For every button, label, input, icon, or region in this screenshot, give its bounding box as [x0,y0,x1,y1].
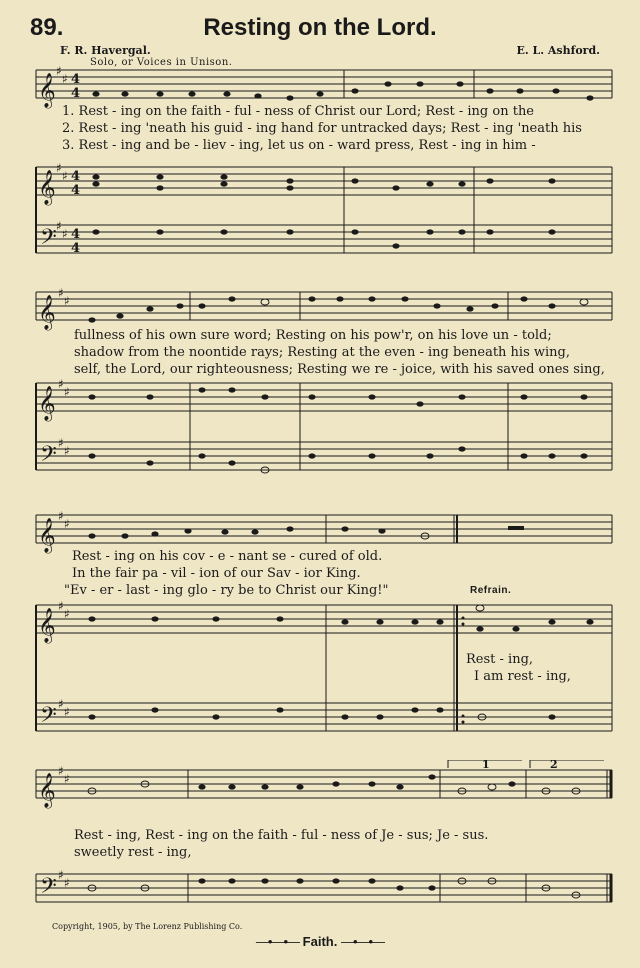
svg-text:𝄞: 𝄞 [38,170,56,205]
composer-credit: E. L. Ashford. [516,44,600,57]
svg-text:♯: ♯ [58,377,64,391]
first-ending-mark: 1 [482,758,490,771]
svg-text:4: 4 [71,86,81,101]
svg-text:4: 4 [71,241,81,256]
svg-text:♯: ♯ [58,286,64,300]
svg-text:𝄞: 𝄞 [38,73,56,108]
music-system-1 [0,60,640,280]
svg-text:♯: ♯ [64,876,70,890]
lyric-line-verse-2: shadow from the noontide rays; Resting at the even - ing beneath his wing, [74,345,570,360]
svg-text:♯: ♯ [62,72,68,86]
staff-notation [0,280,640,505]
svg-text:♯: ♯ [64,705,70,719]
svg-text:♯: ♯ [58,764,64,778]
svg-text:♯: ♯ [58,509,64,523]
category-label: Faith. [302,934,338,949]
second-ending-mark: 2 [550,758,558,771]
svg-text:𝄢: 𝄢 [40,703,57,733]
lyric-line-verse-1: 1. Rest - ing on the faith - ful - ness of Christ our Lord; Rest - ing on the [62,104,535,119]
lyric-line-refrain-2: sweetly rest - ing, [74,845,192,860]
lyric-line-verse-3: "Ev - er - last - ing glo - ry be to Christ our King!" [64,583,389,598]
svg-text:𝄢: 𝄢 [40,874,57,904]
svg-text:♯: ♯ [64,517,70,531]
footer [0,934,640,949]
svg-text:♯: ♯ [64,294,70,308]
svg-text:♯: ♯ [62,227,68,241]
svg-text:𝄞: 𝄞 [38,773,56,808]
music-system-2 [0,280,640,505]
music-system-4 [0,760,640,920]
svg-text:4: 4 [71,72,81,87]
lyric-line-verse-1: Rest - ing on his cov - e - nant se - cured of old. [72,549,383,564]
lyric-line-verse-2: In the fair pa - vil - ion of our Sav - ior King. [72,566,361,581]
refrain-label: Refrain. [470,585,512,596]
performance-note: Solo, or Voices in Unison. [90,57,233,68]
svg-text:♯: ♯ [62,169,68,183]
svg-text:𝄞: 𝄞 [38,518,56,553]
hymn-title: Resting on the Lord. [203,14,437,41]
ornament-right: —•—•— [340,934,385,949]
staff-notation [0,505,640,760]
svg-text:♯: ♯ [64,444,70,458]
lyric-line-verse-2: 2. Rest - ing 'neath his guid - ing hand for untracked days; Rest - ing 'neath his [62,121,582,136]
svg-text:♯: ♯ [58,868,64,882]
refrain-lyric-alto: I am rest - ing, [474,669,571,684]
svg-text:♯: ♯ [56,219,62,233]
svg-text:♯: ♯ [64,772,70,786]
svg-text:♯: ♯ [64,385,70,399]
svg-text:𝄞: 𝄞 [38,608,56,643]
lyric-line-verse-1: fullness of his own sure word; Resting on his pow'r, on his love un - told; [74,328,552,343]
svg-text:𝄢: 𝄢 [40,225,57,255]
svg-text:♯: ♯ [56,161,62,175]
svg-text:4: 4 [71,169,81,184]
staff-notation [0,60,640,280]
svg-text:♯: ♯ [58,697,64,711]
hymn-number: 89. [30,14,64,41]
svg-text:♯: ♯ [58,599,64,613]
author-credit: F. R. Havergal. [60,44,151,57]
svg-text:♯: ♯ [56,64,62,78]
lyric-line-refrain-1: Rest - ing, Rest - ing on the faith - ful - ness of Je - sus; Je - sus. [74,828,489,843]
svg-text:𝄢: 𝄢 [40,442,57,472]
refrain-lyric-soprano: Rest - ing, [466,652,534,667]
copyright-note: Copyright, 1905, by The Lorenz Publishing Co. [52,922,243,931]
ornament-left: —•—•— [255,934,300,949]
music-system-3 [0,505,640,760]
svg-text:4: 4 [71,227,81,242]
lyric-line-verse-3: self, the Lord, our righteousness; Resting we re - joice, with his saved ones sing, [74,362,605,377]
svg-text:♯: ♯ [64,607,70,621]
svg-text:𝄞: 𝄞 [38,386,56,421]
lyric-line-verse-3: 3. Rest - ing and be - liev - ing, let us on - ward press, Rest - ing in him - [62,138,536,153]
svg-text:𝄞: 𝄞 [38,295,56,330]
svg-text:4: 4 [71,183,81,198]
svg-text:♯: ♯ [58,436,64,450]
